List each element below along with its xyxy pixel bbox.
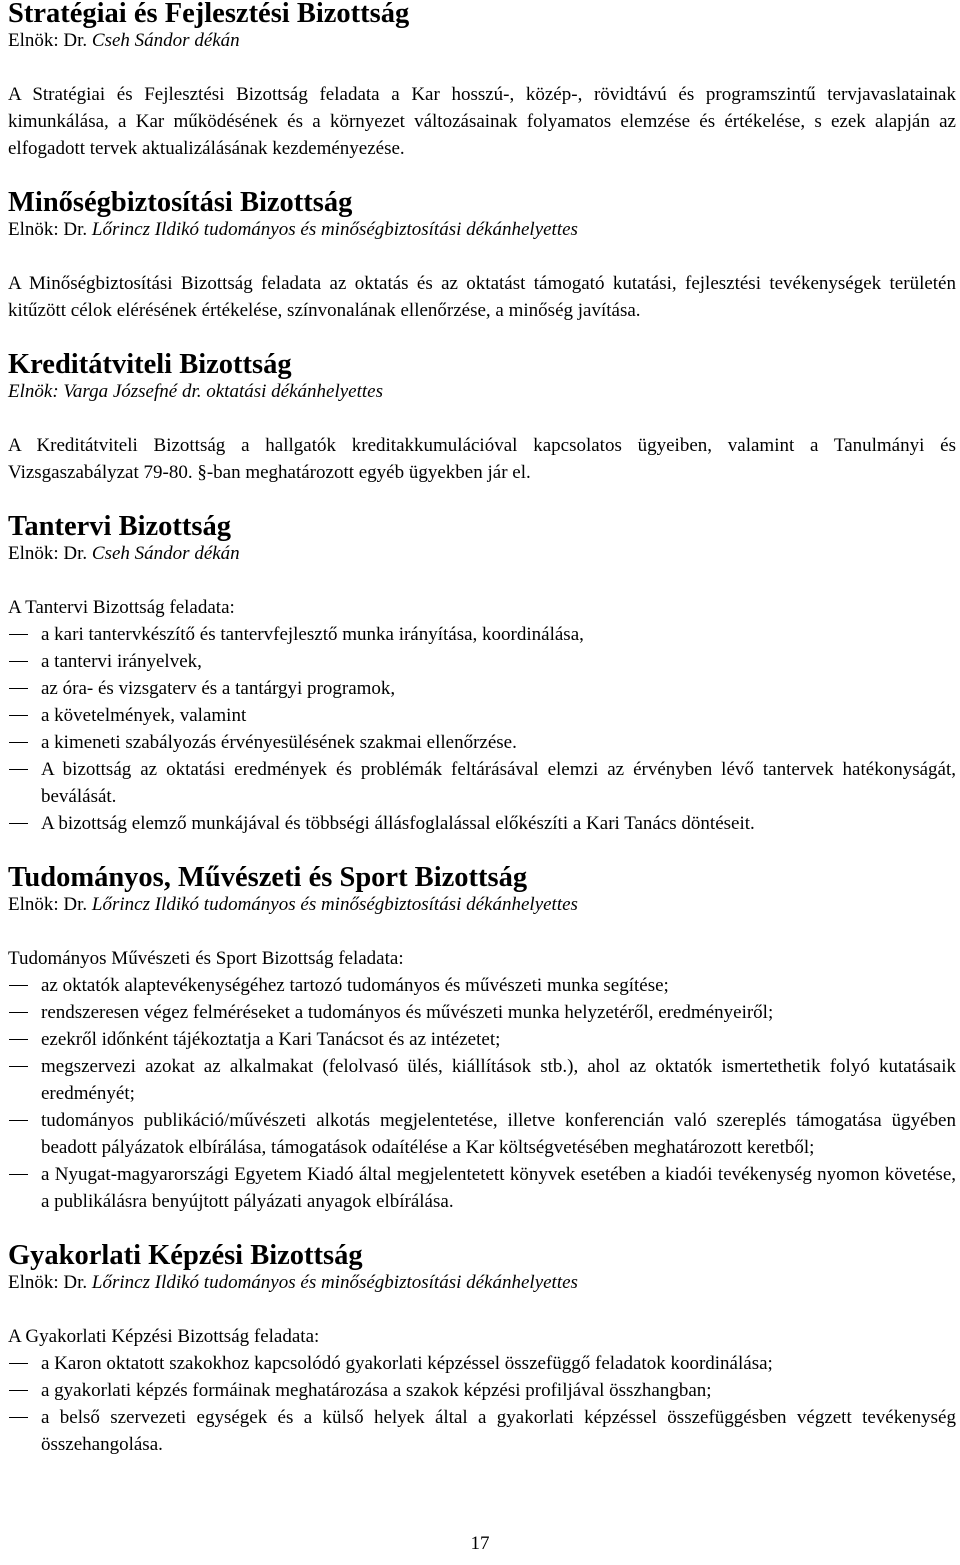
dash-bullet-icon	[9, 688, 28, 689]
list-item	[8, 1053, 956, 1107]
list-item	[8, 1377, 956, 1404]
chair-name: oktatási dékánhelyettes	[206, 381, 383, 402]
list-item-text: A bizottság az oktatási eredmények és problémák feltárásával elemzi az érvényben lévő tantervek hatékonyságát, beválását.	[41, 759, 956, 807]
section-title: Tudományos, Művészeti és Sport Bizottság	[8, 862, 528, 893]
task-list	[8, 1350, 956, 1458]
section-credit-transfer-committee	[8, 351, 956, 486]
section-lead: Tudományos Művészeti és Sport Bizottság feladata:	[8, 948, 404, 969]
document-page	[8, 0, 956, 1458]
chair-line	[8, 1269, 956, 1296]
list-item-text: A bizottság elemző munkájával és többségi állásfoglalással előkészíti a Kari Tanács döntéseit.	[41, 813, 755, 834]
section-title: Gyakorlati Képzési Bizottság	[8, 1240, 363, 1271]
dash-bullet-icon	[9, 1012, 28, 1013]
list-item	[8, 648, 956, 675]
section-science-arts-sport-committee	[8, 864, 956, 1215]
section-lead: A Tantervi Bizottság feladata:	[8, 597, 235, 618]
chair-prefix: Elnök: Dr.	[8, 1272, 88, 1293]
section-paragraph: A Kreditátviteli Bizottság a hallgatók kreditakkumulációval kapcsolatos ügyeiben, valamint a Tanulmányi és Vizsgaszabályzat 79-80. §-ban meghatározott egyéb ügyekben jár el.	[8, 435, 956, 483]
chair-prefix: Elnök: Dr.	[8, 543, 88, 564]
list-item-text: a Nyugat-magyarországi Egyetem Kiadó által megjelentetett könyvek esetében a kiadói tevékenység nyomon követése, a publikálásra benyújtott pályázati anyagok elbírálása.	[41, 1164, 956, 1212]
dash-bullet-icon	[9, 1174, 28, 1175]
dash-bullet-icon	[9, 1120, 28, 1121]
list-item	[8, 1404, 956, 1458]
dash-bullet-icon	[9, 1390, 28, 1391]
dash-bullet-icon	[9, 1066, 28, 1067]
list-item-text: a kimeneti szabályozás érvényesülésének szakmai ellenőrzése.	[41, 732, 517, 753]
dash-bullet-icon	[9, 1363, 28, 1364]
dash-bullet-icon	[9, 1039, 28, 1040]
section-practical-training-committee	[8, 1242, 956, 1458]
chair-prefix: Elnök: Dr.	[8, 30, 88, 51]
list-item-text: a kari tantervkészítő és tantervfejlesztő munka irányítása, koordinálása,	[41, 624, 584, 645]
list-item-text: megszervezi azokat az alkalmakat (felolvasó ülés, kiállítások stb.), ahol az oktatók ismertethetik folyó kutatásaik eredményét;	[41, 1056, 956, 1104]
task-list	[8, 621, 956, 837]
list-item-text: az oktatók alaptevékenységéhez tartozó tudományos és művészeti munka segítése;	[41, 975, 669, 996]
page-number: 17	[470, 1533, 490, 1554]
dash-bullet-icon	[9, 769, 28, 770]
section-title: Minőségbiztosítási Bizottság	[8, 187, 353, 218]
section-paragraph: A Minőségbiztosítási Bizottság feladata az oktatás és az oktatást támogató kutatási, fejlesztési tevékenységek területén kitűzött célok elérésének értékelése, színvonalának ellenőrzése, a minőség javítása.	[8, 273, 956, 321]
list-item	[8, 1350, 956, 1377]
chair-line	[8, 216, 956, 243]
dash-bullet-icon	[9, 742, 28, 743]
list-item	[8, 675, 956, 702]
list-item	[8, 1107, 956, 1161]
dash-bullet-icon	[9, 823, 28, 824]
list-item	[8, 999, 956, 1026]
section-title: Stratégiai és Fejlesztési Bizottság	[8, 0, 410, 29]
list-item	[8, 810, 956, 837]
list-item-text: a gyakorlati képzés formáinak meghatározása a szakok képzési profiljával összhangban;	[41, 1380, 712, 1401]
list-item-text: a belső szervezeti egységek és a külső helyek által a gyakorlati képzéssel összefüggésben végzett tevékenység összehangolása.	[41, 1407, 956, 1455]
dash-bullet-icon	[9, 715, 28, 716]
dash-bullet-icon	[9, 661, 28, 662]
section-title: Kreditátviteli Bizottság	[8, 349, 292, 380]
chair-line	[8, 378, 956, 405]
chair-name: Lőrincz Ildikó tudományos és minőségbiztosítási dékánhelyettes	[91, 894, 578, 915]
chair-prefix: Elnök: Dr.	[8, 219, 88, 240]
chair-line	[8, 27, 956, 54]
dash-bullet-icon	[9, 1417, 28, 1418]
list-item	[8, 756, 956, 810]
section-paragraph: A Stratégiai és Fejlesztési Bizottság feladata a Kar hosszú-, közép-, rövidtávú és programszintű tervjavaslatainak kimunkálása, a Kar működésének és a környezet változásainak folyamatos elemzése és értékelése, s ezek alapján az elfogadott tervek aktualizálásának kezdeményezése.	[8, 84, 956, 159]
dash-bullet-icon	[9, 634, 28, 635]
section-quality-committee	[8, 189, 956, 324]
list-item-text: a követelmények, valamint	[41, 705, 247, 726]
chair-name: Cseh Sándor dékán	[91, 30, 240, 51]
list-item	[8, 1161, 956, 1215]
task-list	[8, 972, 956, 1215]
section-curriculum-committee	[8, 513, 956, 837]
chair-name: Lőrincz Ildikó tudományos és minőségbiztosítási dékánhelyettes	[91, 1272, 578, 1293]
chair-prefix: Elnök: Dr.	[8, 894, 88, 915]
chair-name: Lőrincz Ildikó tudományos és minőségbiztosítási dékánhelyettes	[91, 219, 578, 240]
list-item-text: az óra- és vizsgaterv és a tantárgyi programok,	[41, 678, 396, 699]
chair-name: Cseh Sándor dékán	[91, 543, 240, 564]
section-strategic-committee	[8, 0, 956, 162]
section-lead: A Gyakorlati Képzési Bizottság feladata:	[8, 1326, 320, 1347]
list-item-text: tudományos publikáció/művészeti alkotás megjelentetése, illetve konferencián való szereplés támogatása ügyében beadott pályázatok elbírálása, támogatások odaítélése a Kar költségvetésében meghatározott keretből;	[41, 1110, 956, 1158]
section-title: Tantervi Bizottság	[8, 511, 231, 542]
list-item	[8, 1026, 956, 1053]
list-item	[8, 621, 956, 648]
chair-line	[8, 540, 956, 567]
list-item	[8, 702, 956, 729]
list-item-text: ezekről időnként tájékoztatja a Kari Tanácsot és az intézetet;	[41, 1029, 501, 1050]
list-item	[8, 729, 956, 756]
dash-bullet-icon	[9, 985, 28, 986]
list-item-text: a tantervi irányelvek,	[41, 651, 202, 672]
chair-prefix: Elnök: Varga Józsefné dr.	[8, 381, 202, 402]
list-item-text: a Karon oktatott szakokhoz kapcsolódó gyakorlati képzéssel összefüggő feladatok koordinálása;	[41, 1353, 773, 1374]
list-item	[8, 972, 956, 999]
list-item-text: rendszeresen végez felméréseket a tudományos és művészeti munka helyzetéről, eredményeiről;	[41, 1002, 774, 1023]
chair-line	[8, 891, 956, 918]
